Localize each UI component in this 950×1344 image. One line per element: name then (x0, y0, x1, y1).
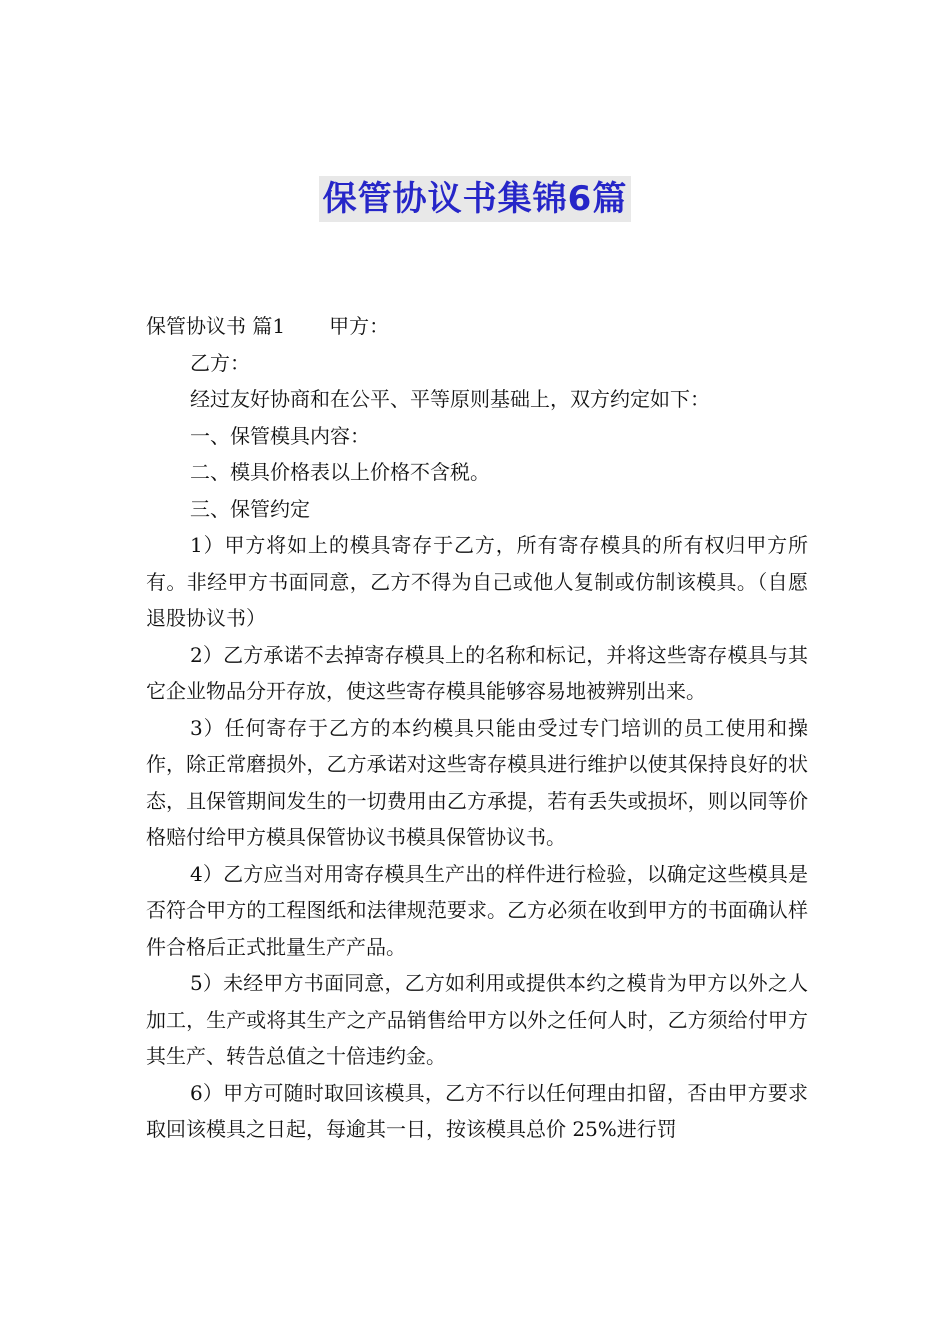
paragraph-5: 5）未经甲方书面同意，乙方如利用或提供本约之模肯为甲方以外之人加工，生产或将其生产之产品销售给甲方以外之任何人时，乙方须给付甲方其生产、转告总值之十倍违约金。 (146, 971, 808, 1068)
paragraph-4: 4）乙方应当对用寄存模具生产出的样件进行检验，以确定这些模具是否符合甲方的工程图纸和法律规范要求。乙方必须在收到甲方的书面确认样件合格后正式批量生产产品。 (146, 861, 808, 959)
party-a-label: 甲方： (329, 314, 390, 338)
paragraph-6: 6）甲方可随时取回该模具，乙方不行以任何理由扣留，否由甲方要求取回该模具之日起，每逾其一日，按该模具总价 25%进行罚 (146, 1080, 808, 1141)
clause-heading-1: 一、保管模具内容： (190, 423, 370, 448)
intro-line: 经过友好协商和在公平、平等原则基础上，双方约定如下： (190, 387, 710, 411)
clause-heading-3: 三、保管约定 (190, 496, 310, 521)
party-b-label: 乙方： (190, 350, 250, 375)
title-area (0, 176, 950, 222)
paragraph-3: 3）任何寄存于乙方的本约模具只能由受过专门培训的员工使用和操作，除正常磨损外，乙方承诺对这些寄存模具进行维护以使其保持良好的状态，且保管期间发生的一切费用由乙方承提，若有丢失或损坏，则以同等价格赔付给甲方模具保管协议书模具保管协议书。 (146, 715, 808, 849)
paragraph-1: 1）甲方将如上的模具寄存于乙方，所有寄存模具的所有权归甲方所有。非经甲方书面同意，乙方不得为自己或他人复制或仿制该模具。（自愿退股协议书） (146, 533, 808, 630)
document-title: 保管协议书集锦6篇 (319, 176, 632, 222)
section-heading: 保管协议书 篇1 (146, 314, 286, 338)
clause-heading-2: 二、模具价格表以上价格不含税。 (190, 460, 490, 484)
paragraph-2: 2）乙方承诺不去掉寄存模具上的名称和标记，并将这些寄存模具与其它企业物品分开存放，使这些寄存模具能够容易地被辨别出来。 (146, 642, 808, 703)
first-line (146, 308, 808, 345)
document-body (146, 308, 808, 1148)
